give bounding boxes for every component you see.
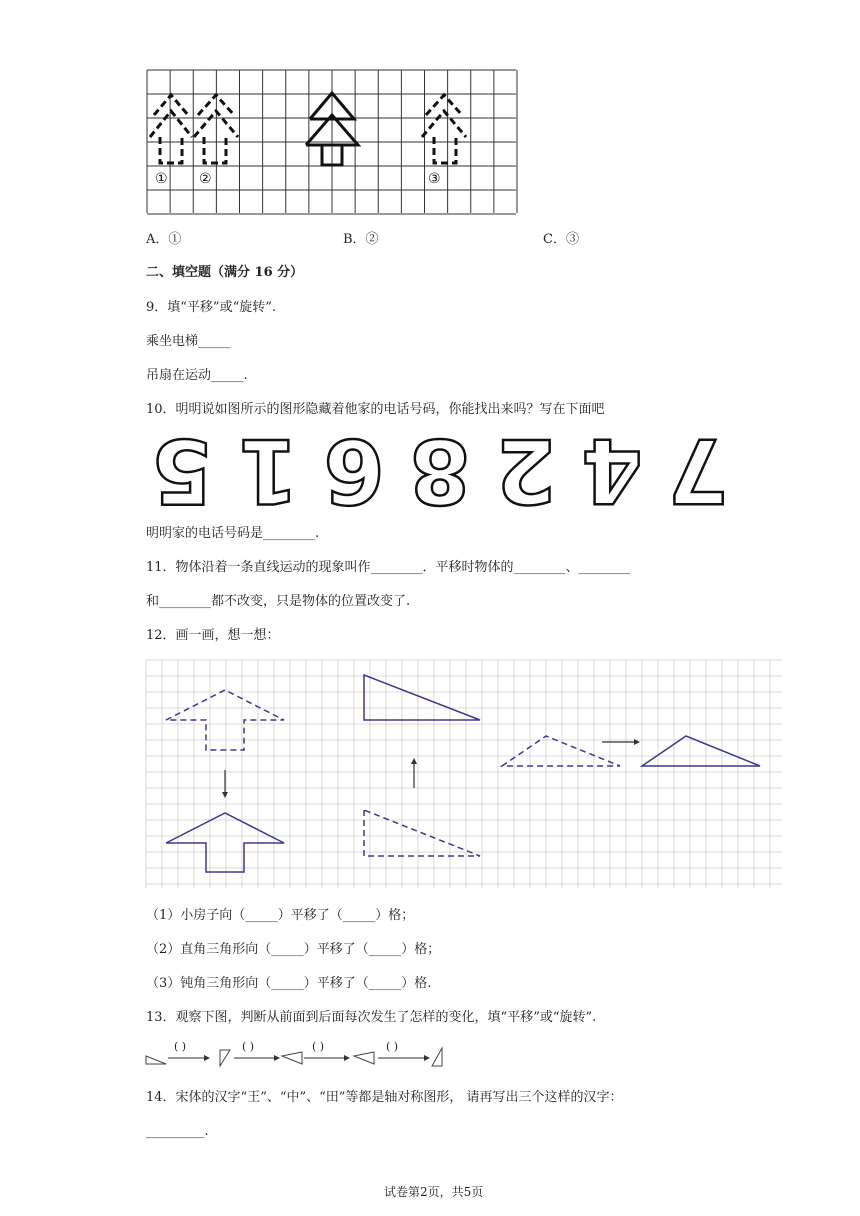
solid-obtuse-triangle (642, 736, 760, 766)
grid-label-2: ② (199, 171, 212, 187)
q13-stem: 13．观察下图，判断从前面到后面每次发生了怎样的变化，填“平移”或“旋转”. (146, 1010, 597, 1025)
q13-blank-4: ( ) (386, 1040, 399, 1053)
section-heading: 二、填空题（满分 16 分） (146, 265, 304, 280)
q9-line1: 乘坐电梯_____ (146, 334, 231, 349)
q13-blank-3: ( ) (312, 1040, 325, 1053)
q12-sub2: （2）直角三角形向（_____）平移了（_____）格； (146, 942, 441, 957)
option-c[interactable]: C．③ (543, 232, 579, 247)
q13-blank-2: ( ) (242, 1040, 255, 1053)
solid-house (166, 813, 284, 872)
hidden-digit: 1 (237, 419, 299, 522)
q13-transform-figure (146, 1038, 446, 1068)
shape-4 (354, 1052, 374, 1064)
hidden-digit: 4 (581, 419, 643, 522)
q9-line2: 吊扇在运动_____. (146, 368, 248, 383)
q11-line2: 和________都不改变，只是物体的位置改变了. (146, 594, 411, 609)
shape-1 (146, 1056, 166, 1064)
q12-sub1: （1）小房子向（_____）平移了（_____）格； (146, 908, 415, 923)
down-arrow-head (222, 792, 228, 798)
q11-line1: 11．物体沿着一条直线运动的现象叫作________．平移时物体的________、________ (146, 560, 631, 575)
q13-blank-1: ( ) (174, 1040, 187, 1053)
shape-3 (282, 1052, 302, 1064)
option-b[interactable]: B．② (343, 232, 379, 247)
hidden-digit: 2 (495, 419, 557, 522)
hidden-digit: 5 (151, 419, 213, 522)
q10-hidden-digits-figure (146, 419, 746, 522)
q14-stem: 14．宋体的汉字“王”、“中”、“田”等都是轴对称图形， 请再写出三个这样的汉字： (146, 1090, 623, 1105)
q12-grid-figure (146, 660, 782, 888)
q10-stem: 10．明明说如图所示的图形隐藏着他家的电话号码，你能找出来吗？写在下面吧 (146, 402, 605, 417)
option-a[interactable]: A．① (146, 232, 182, 247)
up-arrow-head (411, 758, 417, 764)
page-footer: 试卷第2页，共5页 (384, 1185, 484, 1199)
hidden-digit: 7 (667, 419, 729, 522)
dashed-tree-3 (422, 95, 466, 163)
dashed-obtuse-triangle (502, 736, 620, 766)
grid-label-1: ① (155, 171, 168, 187)
grid-label-3: ③ (428, 171, 441, 187)
q8-grid-figure (146, 69, 518, 215)
hidden-digit: 8 (409, 419, 471, 522)
q14-answer-line: _________. (146, 1124, 209, 1139)
q12-stem: 12．画一画，想一想： (146, 628, 280, 643)
q10-answer-line: 明明家的电话号码是________. (146, 526, 320, 541)
shape-5 (432, 1048, 442, 1066)
solid-right-triangle (364, 675, 480, 720)
q12-sub3: （3）钝角三角形向（_____）平移了（_____）格. (146, 976, 432, 991)
dashed-house (166, 690, 284, 750)
dashed-right-triangle (364, 810, 480, 856)
q9-stem: 9．填“平移”或“旋转”. (146, 300, 276, 315)
dashed-tree-1 (150, 95, 192, 163)
hidden-digit: 6 (323, 419, 385, 522)
shape-2 (220, 1050, 230, 1066)
